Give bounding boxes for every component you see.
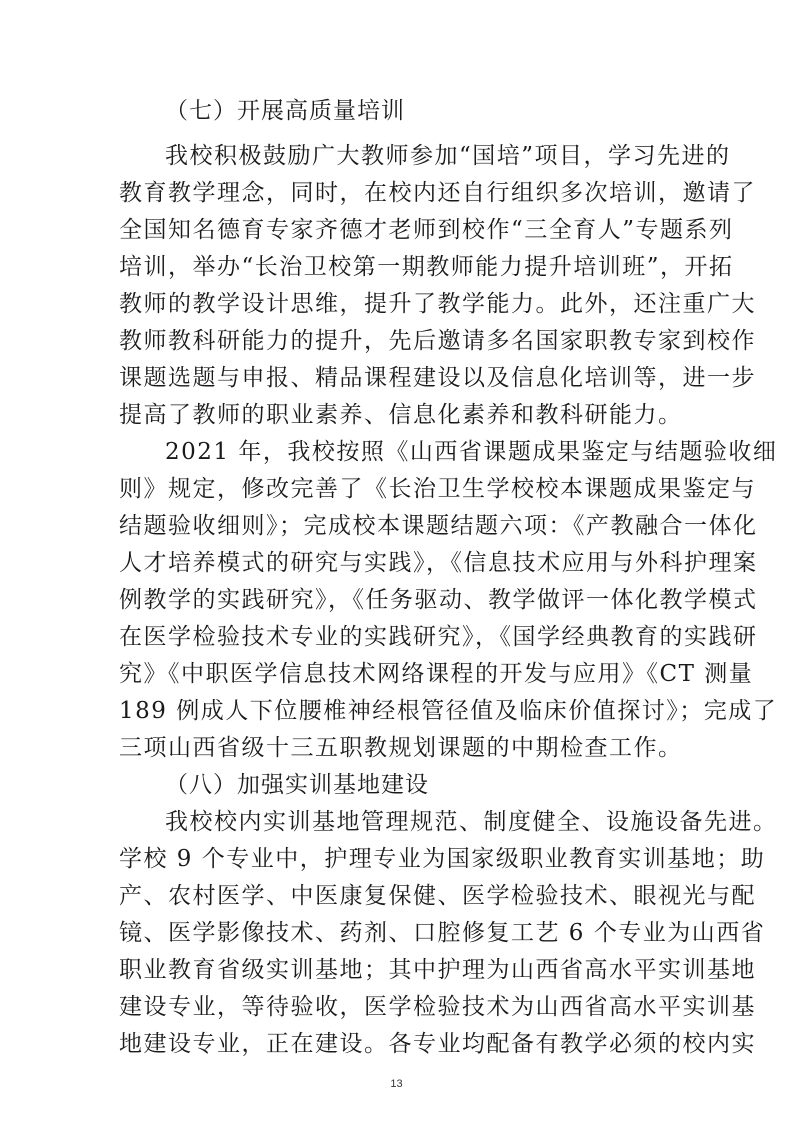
paragraph-line: 学校 9 个专业中，护理专业为国家级职业教育实训基地；助 <box>119 846 766 872</box>
paragraph-line: 地建设专业，正在建设。各专业均配备有教学必须的校内实 <box>119 1031 756 1057</box>
paragraph-line: 教育教学理念，同时，在校内还自行组织多次培训，邀请了 <box>119 180 756 206</box>
paragraph-line: 我校校内实训基地管理规范、制度健全、设施设备先进。 <box>165 809 778 835</box>
paragraph-line: 镜、医学影像技术、药剂、口腔修复工艺 6 个专业为山西省 <box>119 920 766 946</box>
page-number: 13 <box>390 1078 403 1090</box>
paragraph-line: 例教学的实践研究》，《任务驱动、教学做评一体化教学模式 <box>119 587 758 613</box>
paragraph-line: 教师的教学设计思维，提升了教学能力。此外，还注重广大 <box>119 291 756 317</box>
paragraph-line: 建设专业，等待验收，医学检验技术为山西省高水平实训基 <box>119 994 756 1020</box>
paragraph-line: 产、农村医学、中医康复保健、医学检验技术、眼视光与配 <box>119 883 756 909</box>
paragraph-line: 提高了教师的职业素养、信息化素养和教科研能力。 <box>119 402 683 428</box>
paragraph-line: 我校积极鼓励广大教师参加“国培”项目，学习先进的 <box>165 143 731 169</box>
paragraph-line: 189 例成人下位腰椎神经根管径值及临床价值探讨》；完成了 <box>119 698 778 724</box>
paragraph-line: 课题选题与申报、精品课程建设以及信息化培训等，进一步 <box>119 365 756 391</box>
paragraph-line: 结题验收细则》；完成校本课题结题六项：《产教融合一体化 <box>119 513 758 539</box>
paragraph-line: 人才培养模式的研究与实践》，《信息技术应用与外科护理案 <box>119 550 758 576</box>
section-heading: （八）加强实训基地建设 <box>165 772 429 798</box>
paragraph-line: 职业教育省级实训基地；其中护理为山西省高水平实训基地 <box>119 957 756 983</box>
paragraph-line: 全国知名德育专家齐德才老师到校作“三全育人”专题系列 <box>119 217 734 243</box>
paragraph-line: 究》《中职医学信息技术网络课程的开发与应用》《CT 测量 <box>119 661 754 687</box>
paragraph-line: 培训，举办“长治卫校第一期教师能力提升培训班”，开拓 <box>119 254 734 280</box>
paragraph-line: 2021 年，我校按照《山西省课题成果鉴定与结题验收细 <box>165 439 778 465</box>
section-heading: （七）开展高质量培训 <box>165 98 405 124</box>
paragraph-line: 在医学检验技术专业的实践研究》，《国学经典教育的实践研 <box>119 624 758 650</box>
paragraph-line: 则》规定，修改完善了《长治卫生学校校本课题成果鉴定与 <box>119 476 756 502</box>
paragraph-line: 三项山西省级十三五职教规划课题的中期检查工作。 <box>119 735 683 761</box>
paragraph-line: 教师教科研能力的提升，先后邀请多名国家职教专家到校作 <box>119 328 756 354</box>
